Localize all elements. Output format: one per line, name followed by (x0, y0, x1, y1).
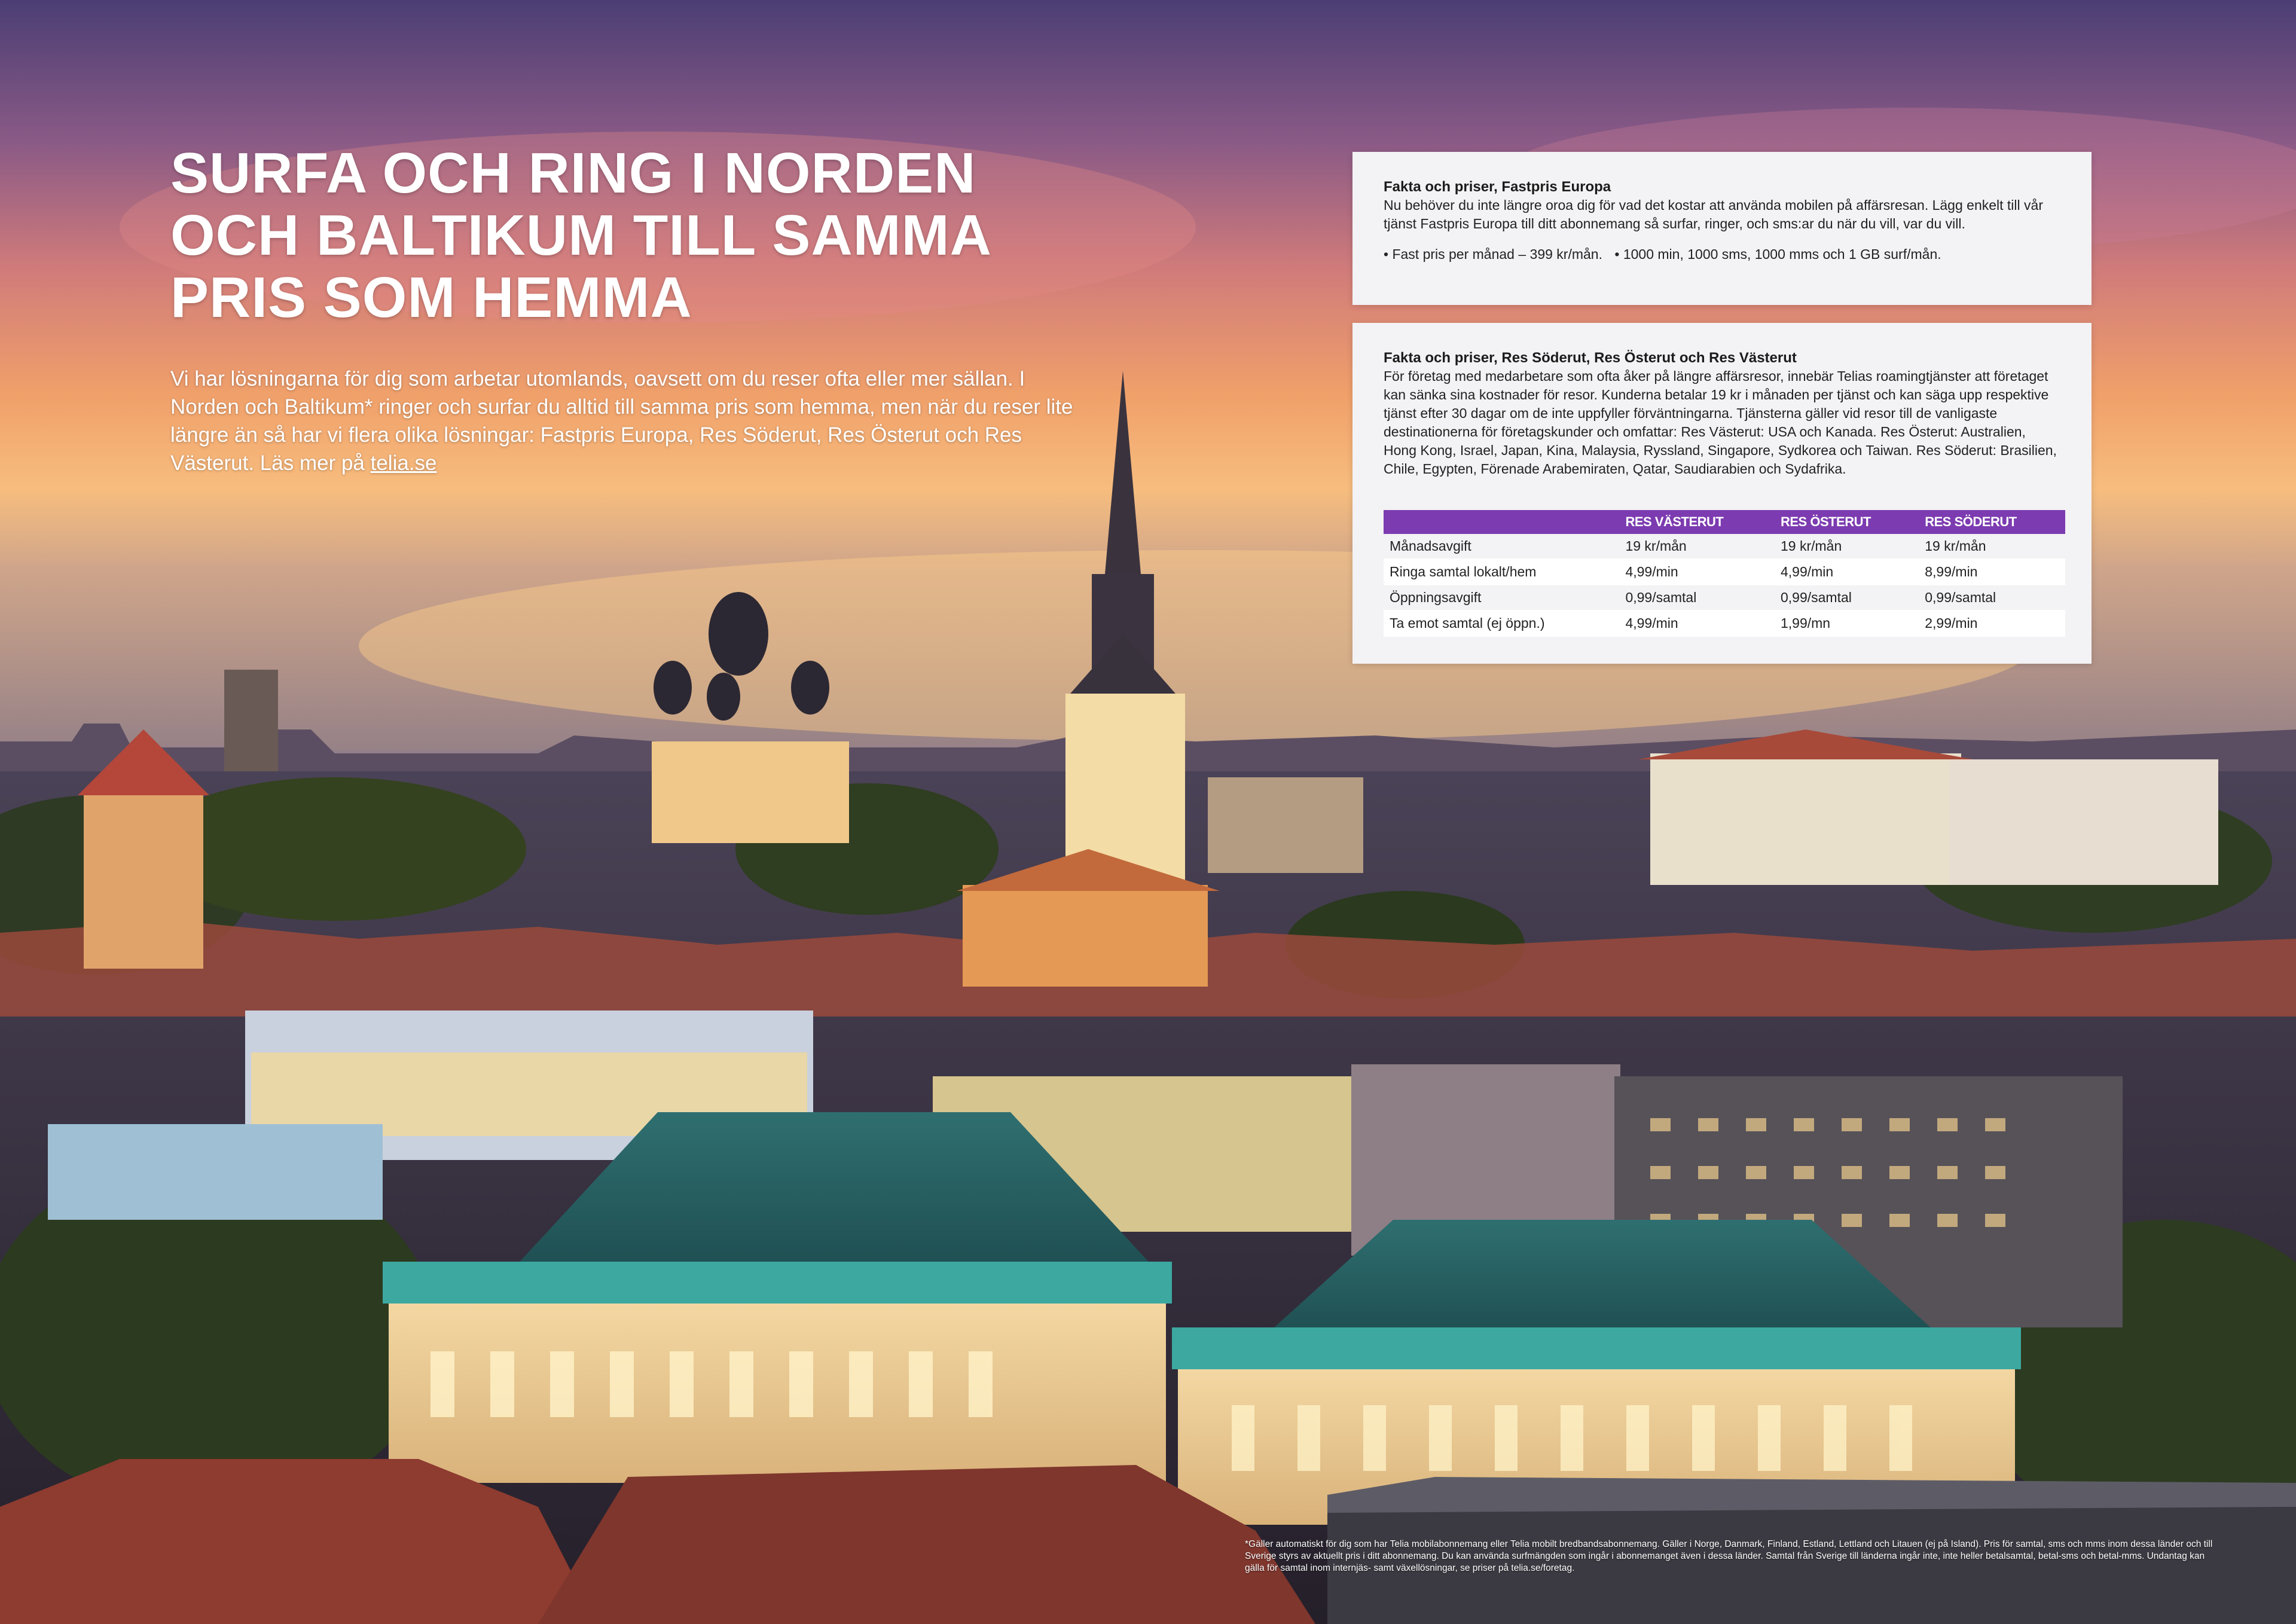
table-row (1384, 559, 2065, 585)
cell-osterut: 4,99/min (1775, 559, 1919, 585)
table-row (1384, 610, 2065, 636)
fastpris-bullet-allowance: • 1000 min, 1000 sms, 1000 mms och 1 GB surf/mån. (1614, 246, 1941, 262)
headline-line-1: SURFA OCH RING I NORDEN (170, 141, 976, 205)
cell-vasterut: 0,99/samtal (1619, 585, 1775, 610)
fastpris-bullets (1384, 245, 2062, 264)
intro-text: Vi har lösningarna för dig som arbetar utomlands, oavsett om du reser ofta eller mer sällan. I Norden och Baltikum* ringer och surfar du alltid till samma pris som hemma, men när du reser lite längre än så har vi flera olika lösningar: Fastpris Europa, Res Söderut, Res Österut och Res Västerut. Läs mer på (170, 367, 1073, 475)
fastpris-box-content (1384, 178, 2062, 264)
header-empty (1384, 510, 1619, 534)
fastpris-bullet-price: • Fast pris per månad – 399 kr/mån. (1384, 246, 1602, 262)
cell-osterut: 19 kr/mån (1775, 534, 1919, 559)
cell-osterut: 0,99/samtal (1775, 585, 1919, 610)
cell-soderut: 8,99/min (1919, 559, 2065, 585)
res-box-body: För företag med medarbetare som ofta åker på längre affärsresor, innebär Telias roamingtjänster att företaget kan sänka sina kostnader för resor. Kunderna betalar 19 kr i månaden per tjänst och kan säga upp respektive tjänst efter 30 dagar om de inte uppfyller förväntningarna. Tjänsterna gäller vid resor till de vanligaste destinationerna för företagskunder och omfattar: Res Västerut: USA och Kanada. Res Österut: Australien, Hong Kong, Israel, Japan, Kina, Malaysia, Ryssland, Singapore, Sydkorea och Taiwan. Res Söderut: Brasilien, Chile, Egypten, Förenade Arabemiraten, Qatar, Saudiarabien och Sydafrika. (1384, 368, 2057, 477)
price-table (1384, 510, 2065, 637)
header-res-vasterut: RES VÄSTERUT (1619, 510, 1775, 534)
table-row (1384, 585, 2065, 610)
row-label: Ringa samtal lokalt/hem (1384, 559, 1619, 585)
price-table-header (1384, 510, 2065, 534)
headline-line-2: OCH BALTIKUM TILL SAMMA (170, 203, 992, 267)
fastpris-box-title: Fakta och priser, Fastpris Europa (1384, 179, 1611, 195)
row-label: Öppningsavgift (1384, 585, 1619, 610)
header-res-soderut: RES SÖDERUT (1919, 510, 2065, 534)
cell-vasterut: 4,99/min (1619, 610, 1775, 636)
cell-soderut: 2,99/min (1919, 610, 2065, 636)
page-headline (170, 142, 1037, 329)
row-label: Ta emot samtal (ej öppn.) (1384, 610, 1619, 636)
row-label: Månadsavgift (1384, 534, 1619, 559)
cell-soderut: 19 kr/mån (1919, 534, 2065, 559)
header-res-osterut: RES ÖSTERUT (1775, 510, 1919, 534)
res-box-title: Fakta och priser, Res Söderut, Res Österut och Res Västerut (1384, 350, 1797, 366)
table-row (1384, 534, 2065, 559)
cell-vasterut: 19 kr/mån (1619, 534, 1775, 559)
res-services-box (1352, 323, 2092, 664)
fastpris-box-body: Nu behöver du inte längre oroa dig för vad det kostar att använda mobilen på affärsresan. Lägg enkelt till vår tjänst Fastpris Europa till ditt abonnemang så surfar, ringer, och sms:ar du när du vill, var du vill. (1384, 197, 2043, 231)
headline-line-3: PRIS SOM HEMMA (170, 265, 692, 329)
cell-soderut: 0,99/samtal (1919, 585, 2065, 610)
res-box-content (1384, 349, 2062, 478)
telia-link[interactable]: telia.se (370, 451, 437, 475)
footnote: *Gäller automatiskt för dig som har Telia mobilabonnemang eller Telia mobilt bredbandsabonnemang. Gäller i Norge, Danmark, Finland, Estland, Lettland och Litauen (ej på Island). Pris för samtal, sms och mms inom dessa länder och till Sverige styrs av aktuellt pris i ditt abonnemang. Du kan använda surfmängden som ingår i abonnemanget även i dessa länder. Samtal från Sverige till länderna ingår inte, inte heller betalsamtal, betal-sms och betal-mms. Undantag kan gälla för samtal inom internjäs- samt växellösningar, se priser på telia.se/foretag. (1245, 1539, 2213, 1573)
cell-osterut: 1,99/mn (1775, 610, 1919, 636)
intro-paragraph (170, 365, 1079, 477)
fastpris-europa-box (1352, 152, 2092, 305)
cell-vasterut: 4,99/min (1619, 559, 1775, 585)
